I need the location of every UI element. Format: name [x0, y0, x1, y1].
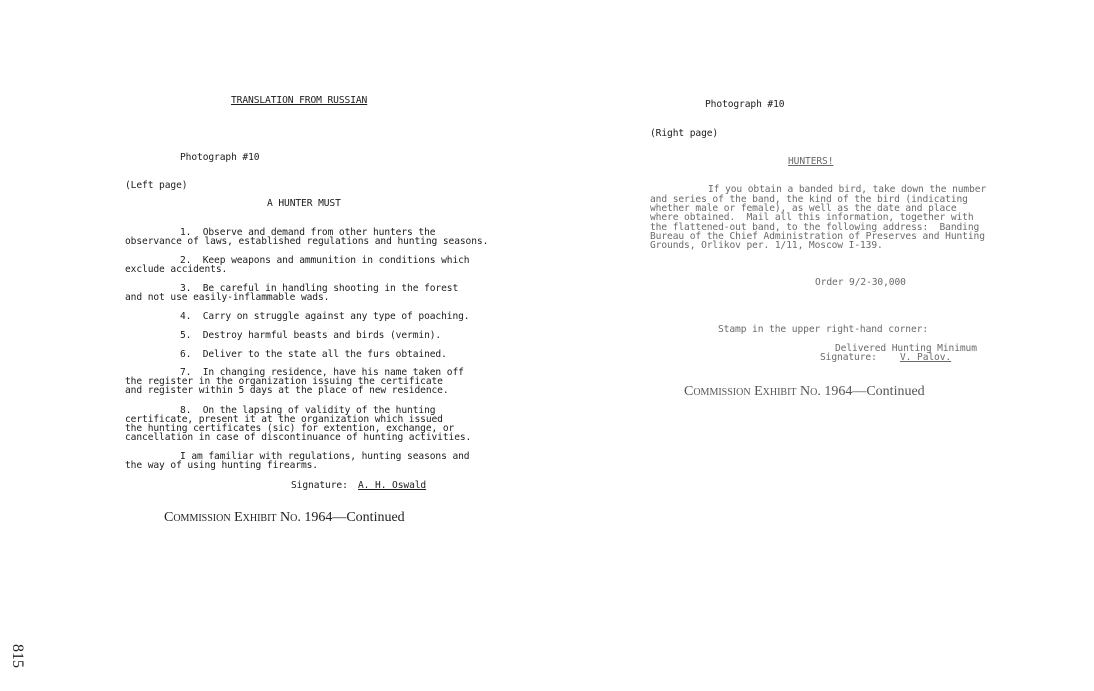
right-signature-value: V. Palov. — [900, 352, 952, 363]
right-body-line-5: the flattened-out band, to the following address: Banding — [650, 222, 980, 233]
item-1-line-2: observance of laws, established regulations and hunting seasons. — [125, 236, 489, 247]
closing-line-2: the way of using hunting firearms. — [125, 460, 318, 471]
item-7-line-3: and register within 5 days at the place of new residence. — [125, 385, 449, 396]
item-8-line-3: the hunting certificates (sic) for extention, exchange, or — [125, 423, 455, 434]
item-2-line-1: 2. Keep weapons and ammunition in conditions which — [180, 255, 470, 266]
right-body-line-6: Bureau of the Chief Administration of Preserves and Hunting — [650, 231, 985, 242]
item-3-line-2: and not use easily-inflammable wads. — [125, 292, 330, 303]
item-7-line-2: the register in the organization issuing the certificate — [125, 376, 443, 387]
item-8-line-4: cancellation in case of discontinuance of hunting activities. — [125, 432, 472, 443]
item-4: 4. Carry on struggle against any type of poaching. — [180, 311, 470, 322]
right-signature-label: Signature: — [820, 352, 877, 363]
right-stamp: Stamp in the upper right-hand corner: — [718, 324, 929, 335]
item-8-line-1: 8. On the lapsing of validity of the hunting — [180, 405, 436, 416]
left-title: A HUNTER MUST — [267, 198, 341, 209]
left-signature-value: A. H. Oswald — [358, 480, 427, 491]
right-body-line-4: where obtained. Mail all this information, together with — [650, 212, 974, 223]
right-body-line-2: and series of the band, the kind of the bird (indicating — [650, 194, 968, 205]
left-caption-prefix: Commission Exhibit No. — [164, 510, 301, 525]
right-delivered: Delivered Hunting Minimum — [835, 343, 977, 354]
right-photograph-label: Photograph #10 — [705, 99, 785, 110]
left-photograph-label: Photograph #10 — [180, 152, 260, 163]
right-body-line-1: If you obtain a banded bird, take down the number — [708, 184, 987, 195]
right-body-line-3: whether male or female), as well as the date and place — [650, 203, 957, 214]
item-3-line-1: 3. Be careful in handling shooting in the forest — [180, 283, 459, 294]
right-title: HUNTERS! — [788, 156, 834, 167]
right-order: Order 9/2-30,000 — [815, 277, 906, 288]
right-caption-number: 1964 — [824, 384, 853, 399]
right-caption-prefix: Commission Exhibit No. — [684, 384, 821, 399]
item-8-line-2: certificate, present it at the organization which issued — [125, 414, 443, 425]
right-caption-suffix: —Continued — [852, 384, 925, 399]
right-side-label: (Right page) — [650, 128, 719, 139]
item-7-line-1: 7. In changing residence, have his name taken off — [180, 367, 464, 378]
item-1-line-1: 1. Observe and demand from other hunters the — [180, 227, 436, 238]
item-6: 6. Deliver to the state all the furs obtained. — [180, 349, 447, 360]
left-caption-number: 1964 — [304, 510, 333, 525]
left-caption-suffix: —Continued — [332, 510, 405, 525]
item-5: 5. Destroy harmful beasts and birds (vermin). — [180, 330, 442, 341]
left-caption — [164, 510, 405, 526]
left-header: TRANSLATION FROM RUSSIAN — [231, 95, 368, 106]
page-number: 815 — [9, 644, 26, 668]
item-2-line-2: exclude accidents. — [125, 264, 228, 275]
left-side-label: (Left page) — [125, 180, 188, 191]
right-body-line-7: Grounds, Orlikov per. 1/11, Moscow I-139. — [650, 240, 883, 251]
closing-line-1: I am familiar with regulations, hunting seasons and — [180, 451, 470, 462]
left-signature-label: Signature: — [291, 480, 348, 491]
right-caption — [684, 384, 925, 400]
